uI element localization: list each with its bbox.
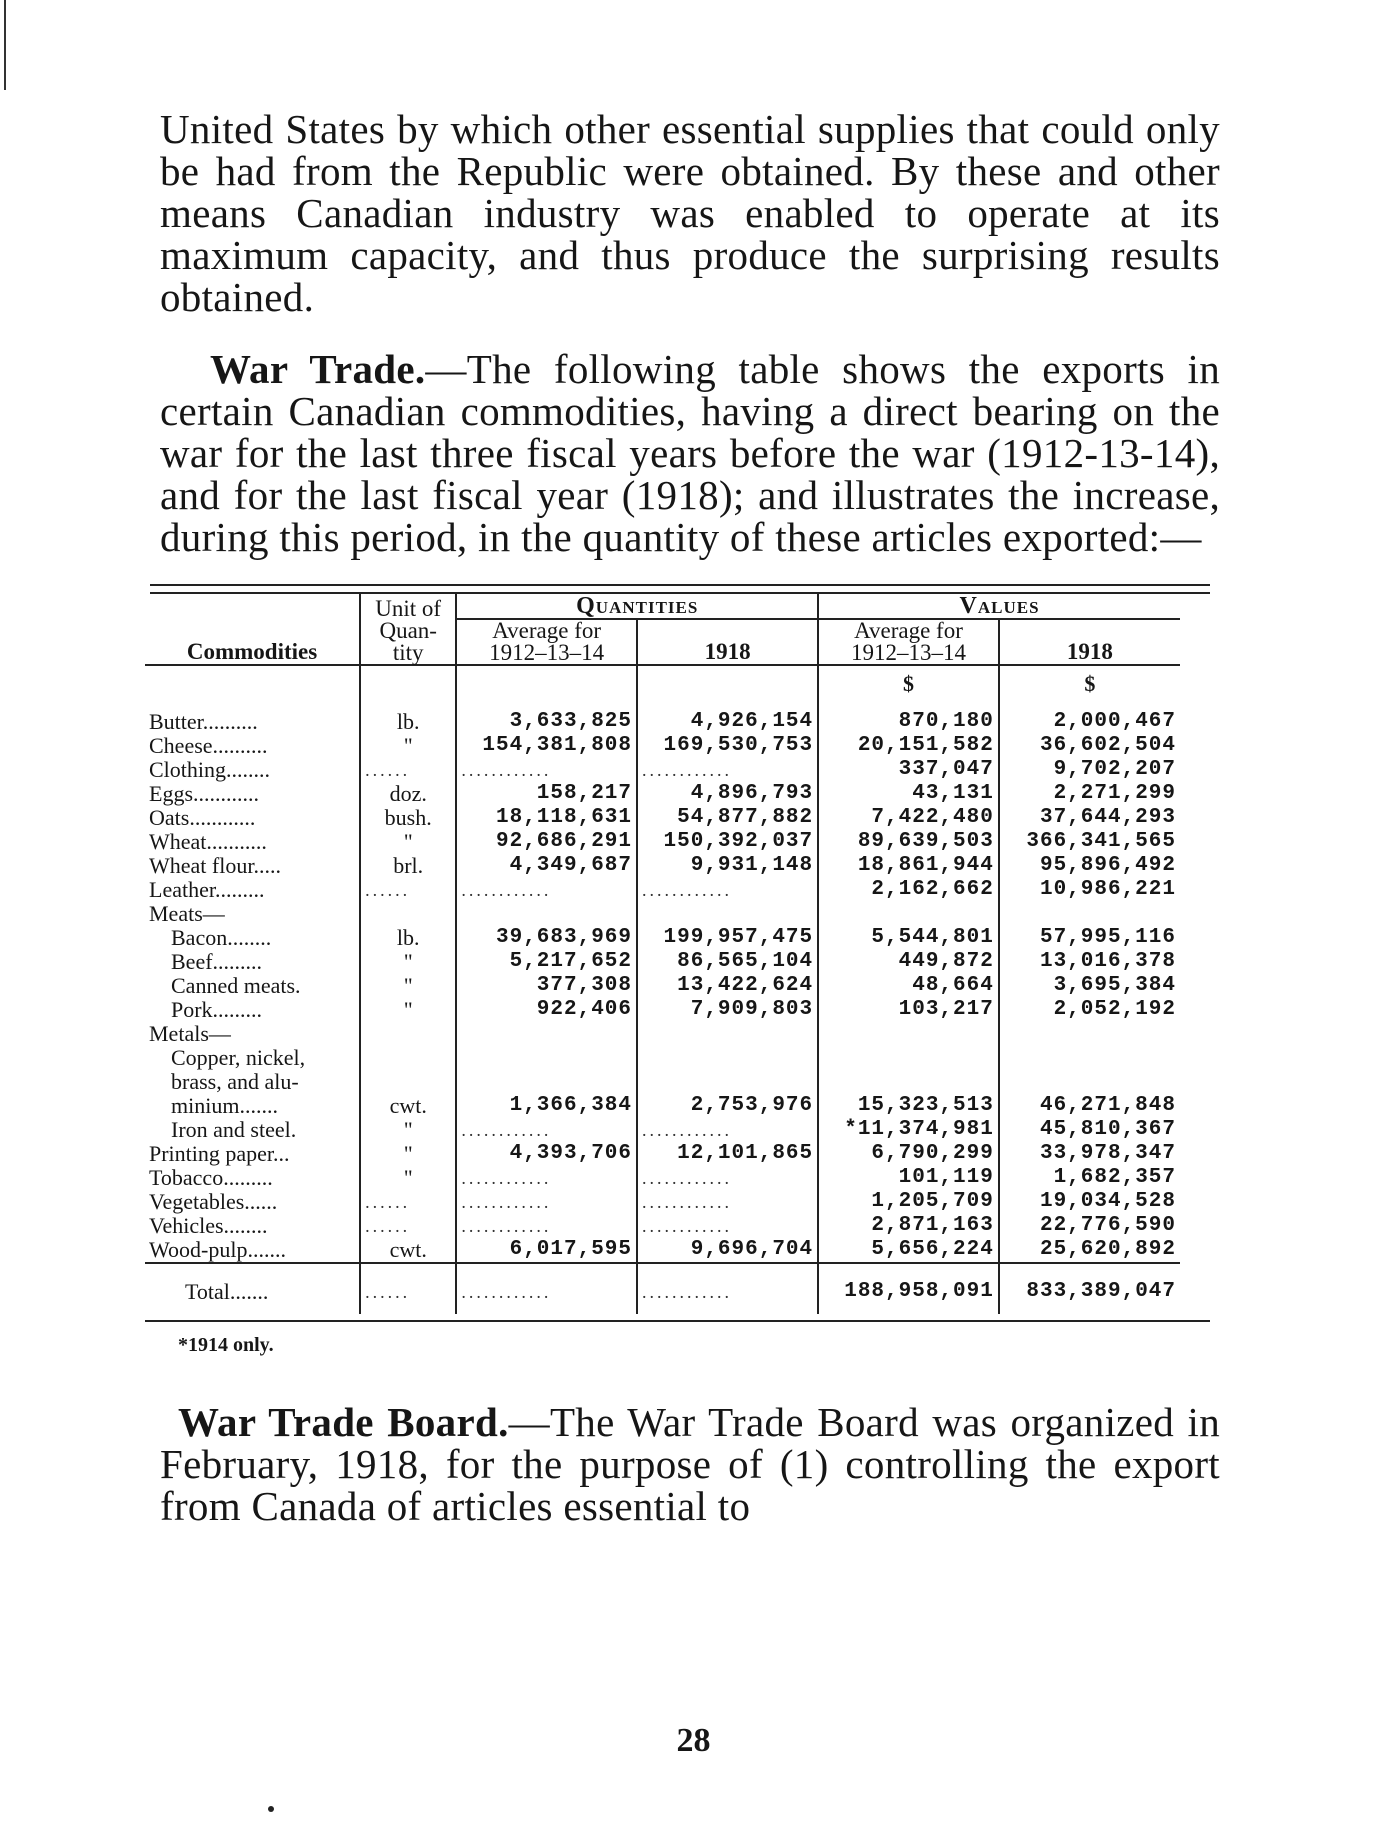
cell-quantity-1918: 199,957,475	[637, 926, 818, 950]
cell-quantity-1918	[637, 902, 818, 926]
cell-value-average: 5,656,224	[818, 1238, 999, 1263]
table-footnote: *1914 only.	[178, 1334, 274, 1356]
cell-unit: lb.	[360, 710, 456, 734]
cell-quantity-1918: 12,101,865	[637, 1142, 818, 1166]
cell-value-average: 43,131	[818, 782, 999, 806]
cell-commodity: Canned meats.	[145, 974, 360, 998]
cell-value-average: 101,119	[818, 1166, 999, 1190]
cell-quantity-average: 922,406	[456, 998, 637, 1022]
cell-unit: "	[360, 1166, 456, 1190]
cell-quantity-1918: ............	[637, 878, 818, 902]
cell-quantity-1918: ............	[637, 1166, 818, 1190]
cell-quantity-average: 4,393,706	[456, 1142, 637, 1166]
total-quantity-average: ............	[456, 1263, 637, 1314]
cell-commodity: Vehicles........	[145, 1214, 360, 1238]
cell-value-1918	[999, 902, 1180, 926]
cell-value-average: 449,872	[818, 950, 999, 974]
export-table	[145, 594, 1180, 1314]
table-row	[145, 998, 1180, 1022]
cell-value-average: *11,374,981	[818, 1118, 999, 1142]
cell-quantity-1918: 86,565,104	[637, 950, 818, 974]
cell-quantity-average: 3,633,825	[456, 710, 637, 734]
table-row	[145, 878, 1180, 902]
cell-unit: "	[360, 974, 456, 998]
header-unit: Unit of Quan-tity	[360, 594, 456, 665]
cell-unit: "	[360, 950, 456, 974]
cell-quantity-1918: 169,530,753	[637, 734, 818, 758]
cell-commodity: Beef.........	[145, 950, 360, 974]
cell-commodity: Pork.........	[145, 998, 360, 1022]
table-body	[145, 665, 1180, 1263]
cell-value-1918: 2,271,299	[1053, 782, 1176, 805]
cell-value-1918: 366,341,565	[1026, 830, 1176, 853]
cell-quantity-average: 158,217	[456, 782, 637, 806]
cell-unit: ......	[360, 1190, 456, 1214]
cell-quantity-1918: ............	[637, 758, 818, 782]
cell-unit	[360, 902, 456, 926]
cell-quantity-average	[456, 1070, 637, 1094]
cell-quantity-1918	[637, 1022, 818, 1046]
total-row	[145, 1263, 1180, 1314]
table-row	[145, 1022, 1180, 1046]
cell-quantity-average: 92,686,291	[456, 830, 637, 854]
cell-quantity-average: 39,683,969	[456, 926, 637, 950]
total-label: Total.......	[145, 1263, 360, 1314]
cell-value-1918: 33,978,347	[1039, 1142, 1176, 1165]
paragraph-1: United States by which other essential supplies that could only be had from the Republic were obtained. By these and other means Canadian industry was enabled to operate at its maximum capacity, and thus produce the surprising results obtained.	[160, 106, 1220, 320]
cell-quantity-1918: 9,931,148	[637, 854, 818, 878]
war-trade-text: —The following table shows the exports in certain Canadian commodities, having a direct bearing on the war for the last three fiscal years before the war (1912-13-14), and for the last fiscal year (1918); and illustrates the increase, during this period, in the quantity of these articles exported:—	[160, 346, 1220, 560]
cell-value-1918: 1,682,357	[1053, 1166, 1176, 1189]
header-quantity-1918: 1918	[637, 619, 818, 665]
cell-quantity-1918: 13,422,624	[637, 974, 818, 998]
cell-quantity-average: 6,017,595	[456, 1238, 637, 1263]
header-value-1918: 1918	[999, 619, 1180, 665]
cell-quantity-1918: 54,877,882	[637, 806, 818, 830]
cell-quantity-1918: ............	[637, 1118, 818, 1142]
cell-commodity: Wheat...........	[145, 830, 360, 854]
cell-value-1918: 10,986,221	[1039, 878, 1176, 901]
cell-quantity-average	[456, 1022, 637, 1046]
cell-commodity: Butter..........	[145, 710, 360, 734]
cell-unit: doz.	[360, 782, 456, 806]
war-trade-board-paragraph	[160, 1401, 1220, 1527]
cell-quantity-average: ............	[456, 1190, 637, 1214]
cell-quantity-1918	[637, 1070, 818, 1094]
cell-commodity: Eggs............	[145, 782, 360, 806]
cell-value-1918: 3,695,384	[1053, 974, 1176, 997]
cell-quantity-average: ............	[456, 1214, 637, 1238]
cell-value-average: 7,422,480	[818, 806, 999, 830]
cell-value-average: 1,205,709	[818, 1190, 999, 1214]
cell-value-average: 2,162,662	[818, 878, 999, 902]
document-page	[149, 106, 1220, 1529]
cell-quantity-average: 18,118,631	[456, 806, 637, 830]
cell-unit: cwt.	[360, 1238, 456, 1263]
cell-value-1918: 22,776,590	[1039, 1214, 1176, 1237]
cell-quantity-average: ............	[456, 1166, 637, 1190]
header-value-average: Average for 1912–13–14	[818, 619, 999, 665]
cell-quantity-1918: ............	[637, 1214, 818, 1238]
table-row	[145, 1070, 1180, 1094]
table-row	[145, 1214, 1180, 1238]
cell-quantity-average: ............	[456, 1118, 637, 1142]
cell-value-1918: 25,620,892	[1039, 1238, 1176, 1261]
cell-value-1918: 46,271,848	[1039, 1094, 1176, 1117]
table-row	[145, 1238, 1180, 1263]
cell-commodity: Metals—	[145, 1022, 360, 1046]
cell-unit: brl.	[360, 854, 456, 878]
table-row	[145, 830, 1180, 854]
cell-quantity-average: 154,381,808	[456, 734, 637, 758]
cell-unit: ......	[360, 878, 456, 902]
cell-quantity-average	[456, 1046, 637, 1070]
table-row	[145, 1190, 1180, 1214]
cell-value-1918	[999, 1046, 1180, 1070]
cell-quantity-1918: 4,896,793	[637, 782, 818, 806]
cell-value-1918	[999, 1070, 1180, 1094]
scan-edge-rule	[4, 0, 6, 90]
table-row	[145, 1118, 1180, 1142]
cell-unit: "	[360, 734, 456, 758]
cell-commodity: Iron and steel.	[145, 1118, 360, 1142]
currency-symbol-average: $	[818, 665, 999, 710]
cell-unit: "	[360, 1142, 456, 1166]
table-row	[145, 926, 1180, 950]
cell-value-average	[818, 1070, 999, 1094]
cell-quantity-average: 377,308	[456, 974, 637, 998]
cell-value-1918: 19,034,528	[1039, 1190, 1176, 1213]
cell-commodity: Oats............	[145, 806, 360, 830]
table-row	[145, 758, 1180, 782]
war-trade-heading: War Trade.	[210, 346, 426, 392]
cell-value-average: 103,217	[818, 998, 999, 1022]
cell-unit: ......	[360, 1214, 456, 1238]
cell-value-average: 18,861,944	[818, 854, 999, 878]
cell-value-average: 6,790,299	[818, 1142, 999, 1166]
cell-value-1918: 36,602,504	[1039, 734, 1176, 757]
currency-symbol-1918: $	[1084, 671, 1096, 696]
cell-unit	[360, 1070, 456, 1094]
cell-commodity: Vegetables......	[145, 1190, 360, 1214]
cell-unit: "	[360, 1118, 456, 1142]
cell-commodity: Tobacco.........	[145, 1166, 360, 1190]
cell-commodity: brass, and alu-	[145, 1070, 360, 1094]
cell-unit: "	[360, 998, 456, 1022]
cell-unit	[360, 1022, 456, 1046]
cell-value-average: 870,180	[818, 710, 999, 734]
cell-value-average: 2,871,163	[818, 1214, 999, 1238]
total-value-1918: 833,389,047	[999, 1263, 1180, 1314]
table-row	[145, 902, 1180, 926]
cell-value-1918: 9,702,207	[1053, 758, 1176, 781]
cell-quantity-1918: 9,696,704	[637, 1238, 818, 1263]
cell-commodity: Printing paper...	[145, 1142, 360, 1166]
cell-commodity: Copper, nickel,	[145, 1046, 360, 1070]
cell-quantity-average: 4,349,687	[456, 854, 637, 878]
cell-value-1918	[999, 1022, 1180, 1046]
cell-commodity: minium.......	[145, 1094, 360, 1118]
cell-quantity-average	[456, 902, 637, 926]
cell-value-average	[818, 902, 999, 926]
table-row	[145, 950, 1180, 974]
table-row	[145, 974, 1180, 998]
cell-quantity-1918: 150,392,037	[637, 830, 818, 854]
war-trade-paragraph	[160, 348, 1220, 558]
table-row	[145, 734, 1180, 758]
cell-unit: ......	[360, 758, 456, 782]
cell-quantity-1918: 7,909,803	[637, 998, 818, 1022]
cell-commodity: Bacon........	[145, 926, 360, 950]
table-row	[145, 782, 1180, 806]
cell-quantity-average: ............	[456, 878, 637, 902]
table-row	[145, 1094, 1180, 1118]
page-number: 28	[676, 1722, 711, 1759]
table-row	[145, 806, 1180, 830]
cell-quantity-average: 5,217,652	[456, 950, 637, 974]
header-commodities: Commodities	[145, 594, 360, 665]
currency-row	[145, 665, 1180, 710]
total-quantity-1918: ............	[637, 1263, 818, 1314]
cell-value-average: 48,664	[818, 974, 999, 998]
cell-value-average: 89,639,503	[818, 830, 999, 854]
cell-quantity-1918: 4,926,154	[637, 710, 818, 734]
cell-unit: bush.	[360, 806, 456, 830]
cell-unit: "	[360, 830, 456, 854]
cell-value-1918: 95,896,492	[1039, 854, 1176, 877]
table-row	[145, 1046, 1180, 1070]
cell-value-1918: 45,810,367	[1039, 1118, 1176, 1141]
cell-value-1918: 13,016,378	[1039, 950, 1176, 973]
cell-value-average	[818, 1022, 999, 1046]
cell-value-1918: 2,000,467	[1053, 710, 1176, 733]
cell-value-average: 20,151,582	[818, 734, 999, 758]
header-values: Values	[818, 594, 1180, 619]
table-row	[145, 1142, 1180, 1166]
table-row	[145, 710, 1180, 734]
total-unit: ......	[360, 1263, 456, 1314]
cell-quantity-average: 1,366,384	[456, 1094, 637, 1118]
cell-value-1918: 37,644,293	[1039, 806, 1176, 829]
war-trade-board-text: —The War Trade Board was organized in February, 1918, for the purpose of (1) controlling the export from Canada of articles essential to	[160, 1399, 1220, 1529]
cell-commodity: Clothing........	[145, 758, 360, 782]
table-bottom-rule	[145, 1320, 1210, 1322]
export-table-block	[149, 584, 1220, 1357]
cell-unit: cwt.	[360, 1094, 456, 1118]
cell-commodity: Meats—	[145, 902, 360, 926]
cell-value-1918: 57,995,116	[1039, 926, 1176, 949]
cell-unit	[360, 1046, 456, 1070]
cell-unit: lb.	[360, 926, 456, 950]
cell-quantity-1918: 2,753,976	[637, 1094, 818, 1118]
header-quantities: Quantities	[456, 594, 818, 619]
cell-quantity-1918	[637, 1046, 818, 1070]
scan-speck	[268, 1806, 274, 1812]
total-value-average: 188,958,091	[818, 1263, 999, 1314]
cell-commodity: Leather.........	[145, 878, 360, 902]
cell-value-average: 337,047	[818, 758, 999, 782]
cell-value-average: 5,544,801	[818, 926, 999, 950]
cell-quantity-1918: ............	[637, 1190, 818, 1214]
cell-value-1918: 2,052,192	[1053, 998, 1176, 1021]
cell-quantity-average: ............	[456, 758, 637, 782]
war-trade-board-heading: War Trade Board.	[178, 1399, 509, 1445]
cell-commodity: Wheat flour.....	[145, 854, 360, 878]
cell-commodity: Wood-pulp.......	[145, 1238, 360, 1263]
table-row	[145, 854, 1180, 878]
table-row	[145, 1166, 1180, 1190]
cell-commodity: Cheese..........	[145, 734, 360, 758]
cell-value-average	[818, 1046, 999, 1070]
cell-value-average: 15,323,513	[818, 1094, 999, 1118]
header-quantity-average: Average for 1912–13–14	[456, 619, 637, 665]
